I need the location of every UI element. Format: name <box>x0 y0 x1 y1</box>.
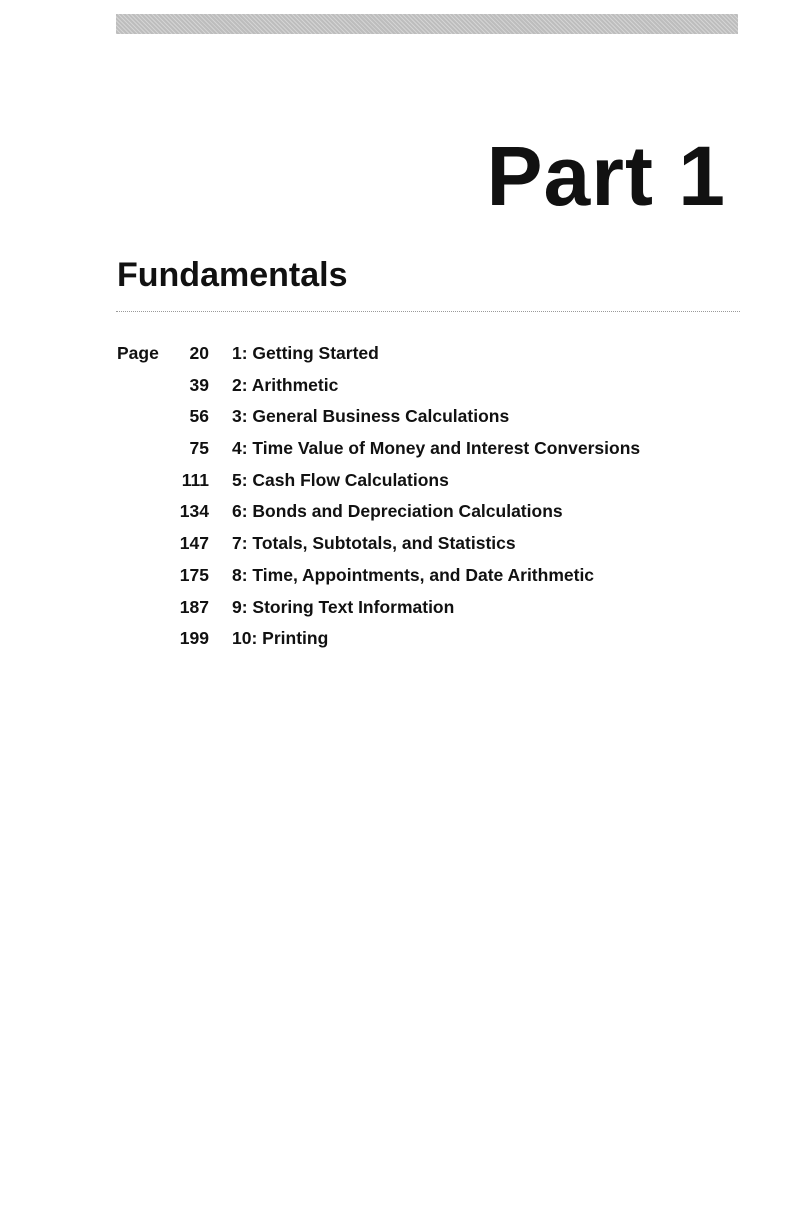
toc-chapter-title: 5: Cash Flow Calculations <box>232 469 449 490</box>
toc-entry <box>117 343 757 375</box>
toc-chapter-title: 8: Time, Appointments, and Date Arithmetic <box>232 564 595 585</box>
toc-entry <box>117 533 757 565</box>
toc-page-number: 39 <box>189 374 209 395</box>
toc-chapter-title: 1: Getting Started <box>232 343 379 363</box>
toc-page-number: 147 <box>179 533 209 554</box>
toc-entry <box>117 501 757 533</box>
table-of-contents <box>117 343 757 660</box>
header-band <box>116 14 738 34</box>
toc-entry <box>117 470 757 502</box>
toc-page-number: 20 <box>189 343 209 363</box>
toc-chapter-title: 3: General Business Calculations <box>232 406 510 427</box>
toc-entry <box>117 597 757 629</box>
toc-page-number: 56 <box>189 406 209 427</box>
toc-page-number: 187 <box>179 596 209 617</box>
toc-page-number: 75 <box>189 438 209 459</box>
toc-entry <box>117 406 757 438</box>
toc-page-number: 199 <box>179 628 209 649</box>
toc-chapter-title: 10: Printing <box>232 628 329 649</box>
toc-page-number: 175 <box>179 564 209 585</box>
toc-chapter-title: 7: Totals, Subtotals, and Statistics <box>232 533 516 554</box>
toc-chapter-title: 4: Time Value of Money and Interest Conversions <box>232 438 641 459</box>
section-title: Fundamentals <box>117 256 348 294</box>
toc-page-number: 111 <box>181 469 209 490</box>
toc-entry <box>117 628 757 660</box>
toc-chapter-title: 6: Bonds and Depreciation Calculations <box>232 501 563 522</box>
part-title: Part 1 <box>486 129 726 223</box>
toc-entry <box>117 565 757 597</box>
toc-entry <box>117 375 757 407</box>
toc-chapter-title: 9: Storing Text Information <box>232 596 455 617</box>
toc-page-number: 134 <box>179 501 209 522</box>
divider <box>116 311 740 312</box>
toc-chapter-title: 2: Arithmetic <box>232 374 339 395</box>
page-label: Page <box>117 343 159 363</box>
toc-entry <box>117 438 757 470</box>
